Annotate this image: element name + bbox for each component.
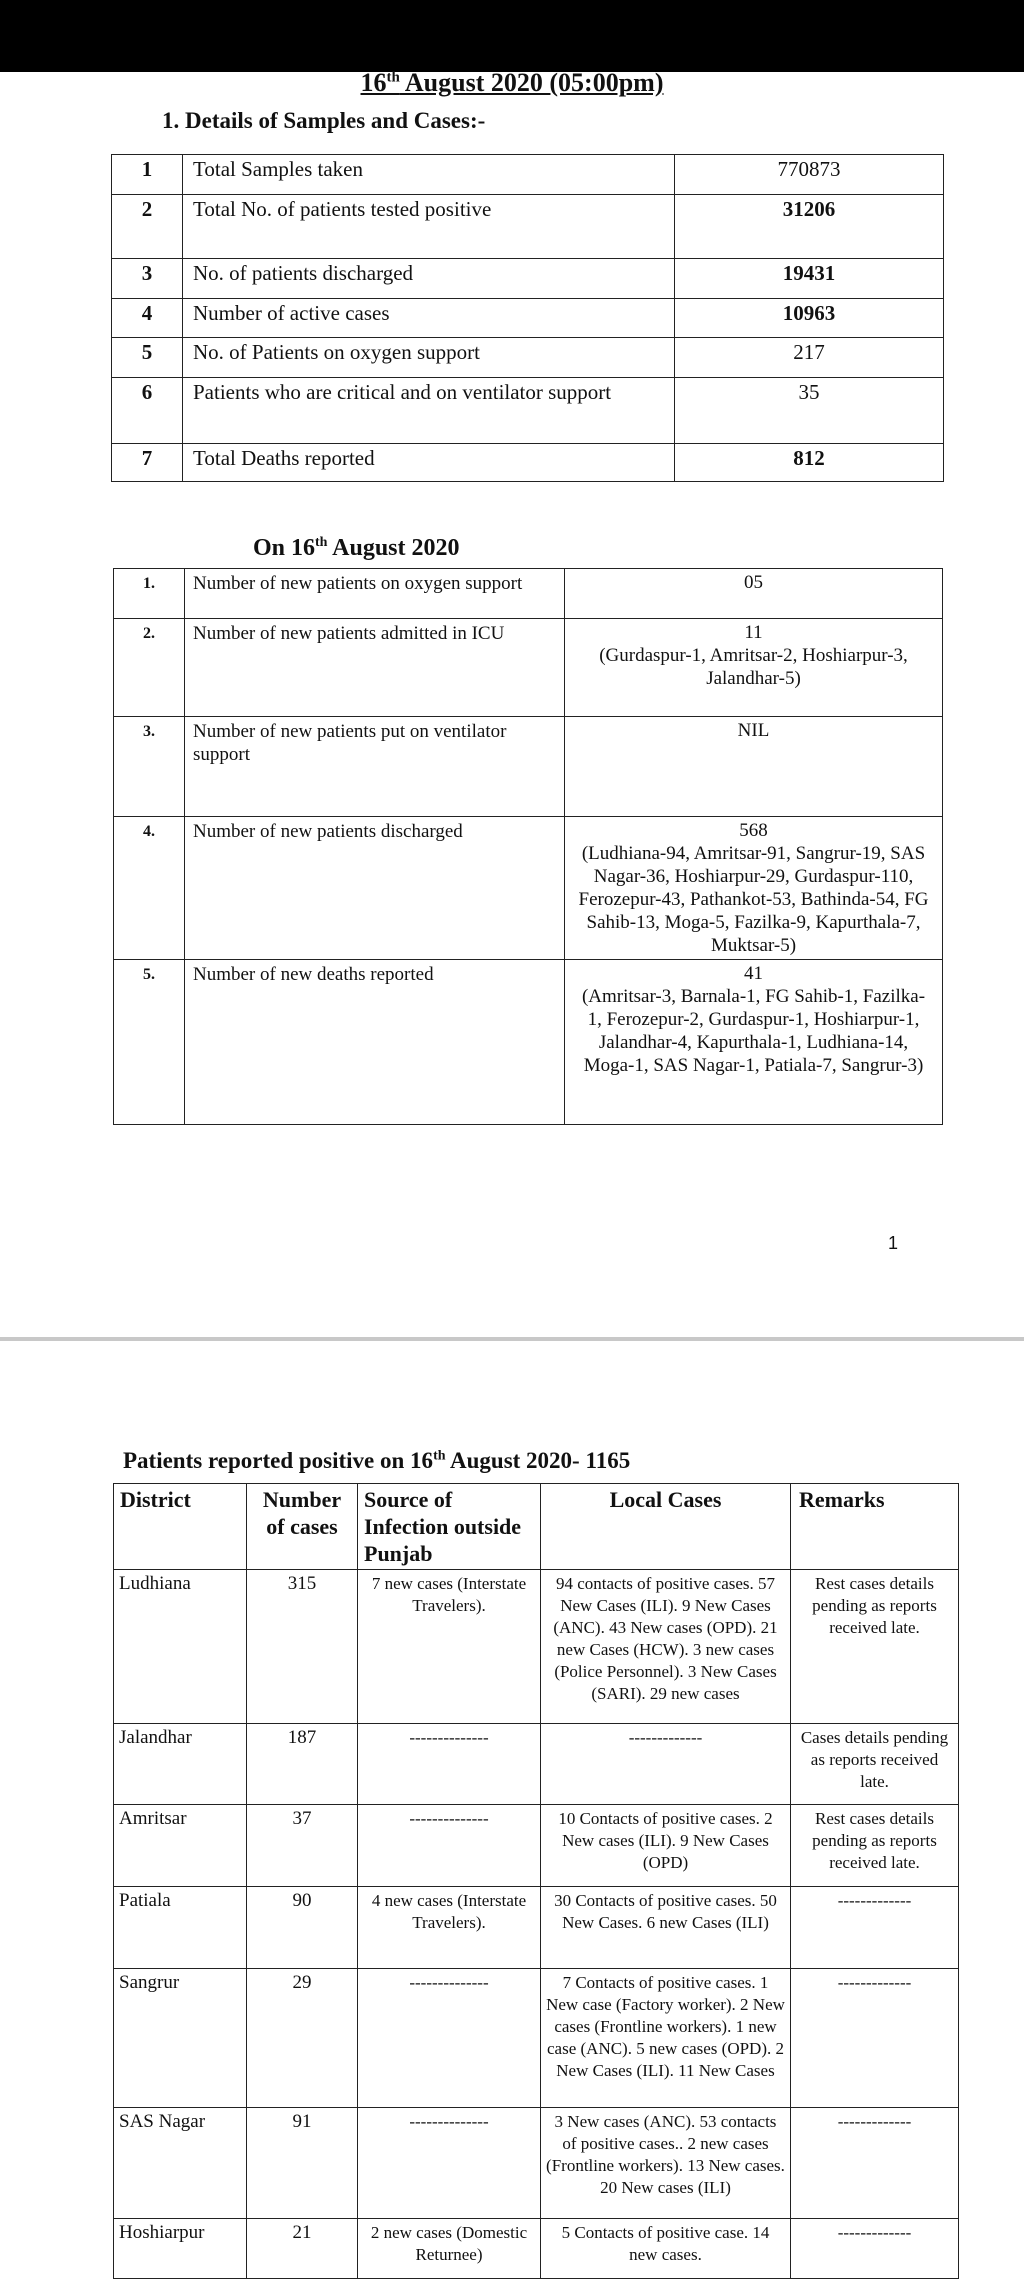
table-row bbox=[114, 1724, 959, 1805]
row-value: 770873 bbox=[675, 155, 944, 195]
cases-cell: 91 bbox=[247, 2108, 358, 2219]
table-row bbox=[114, 2219, 959, 2279]
district-cell: Ludhiana bbox=[114, 1570, 247, 1724]
cases-cell: 21 bbox=[247, 2219, 358, 2279]
table-row bbox=[112, 155, 944, 195]
remarks-cell: ------------- bbox=[791, 2219, 959, 2279]
header-local: Local Cases bbox=[541, 1484, 791, 1570]
table-header-row bbox=[114, 1484, 959, 1570]
header-number: Number of cases bbox=[247, 1484, 358, 1570]
row-label: Number of new patients admitted in ICU bbox=[185, 619, 565, 717]
cases-cell: 90 bbox=[247, 1887, 358, 1969]
district-cell: Amritsar bbox=[114, 1805, 247, 1887]
row-number: 6 bbox=[112, 378, 183, 444]
table-row bbox=[114, 619, 943, 717]
table-row bbox=[112, 338, 944, 378]
local-cell: 30 Contacts of positive cases. 50 New Cases. 6 new Cases (ILI) bbox=[541, 1887, 791, 1969]
source-cell: 7 new cases (Interstate Travelers). bbox=[358, 1570, 541, 1724]
row-value: 10963 bbox=[675, 299, 944, 338]
local-cell: 94 contacts of positive cases. 57 New Cases (ILI). 9 New Cases (ANC). 43 New cases (OPD). 21 new Cases (HCW). 3 new cases (Police Personnel). 3 New Cases (SARI). 29 new cases bbox=[541, 1570, 791, 1724]
row-value: 31206 bbox=[675, 195, 944, 259]
row-number: 3. bbox=[114, 717, 185, 817]
row-label: Number of new patients put on ventilator support bbox=[185, 717, 565, 817]
row-number: 1 bbox=[112, 155, 183, 195]
source-cell: -------------- bbox=[358, 2108, 541, 2219]
table-row bbox=[112, 299, 944, 338]
row-label: No. of Patients on oxygen support bbox=[183, 338, 675, 378]
row-label: Patients who are critical and on ventilator support bbox=[183, 378, 675, 444]
row-value: 35 bbox=[675, 378, 944, 444]
source-cell: 4 new cases (Interstate Travelers). bbox=[358, 1887, 541, 1969]
summary-table bbox=[111, 154, 944, 482]
table-row bbox=[114, 1969, 959, 2108]
row-number: 5. bbox=[114, 960, 185, 1125]
daily-title: On 16th August 2020 bbox=[253, 535, 460, 561]
row-label: Number of new patients on oxygen support bbox=[185, 569, 565, 619]
remarks-cell: Cases details pending as reports received late. bbox=[791, 1724, 959, 1805]
row-label: Number of new patients discharged bbox=[185, 817, 565, 960]
row-label: No. of patients discharged bbox=[183, 259, 675, 299]
row-value: 05 bbox=[565, 569, 943, 619]
cases-cell: 29 bbox=[247, 1969, 358, 2108]
row-number: 2 bbox=[112, 195, 183, 259]
header-source: Source of Infection outside Punjab bbox=[358, 1484, 541, 1570]
remarks-cell: ------------- bbox=[791, 2108, 959, 2219]
row-number: 4. bbox=[114, 817, 185, 960]
local-cell: 5 Contacts of positive case. 14 new cases. bbox=[541, 2219, 791, 2279]
source-cell: 2 new cases (Domestic Returnee) bbox=[358, 2219, 541, 2279]
row-value: 568 (Ludhiana-94, Amritsar-91, Sangrur-19, SAS Nagar-36, Hoshiarpur-29, Gurdaspur-110, Ferozepur-43, Pathankot-53, Bathinda-54, FG Sahib-13, Moga-5, Fazilka-9, Kapurthala-7, Muktsar-5) bbox=[565, 817, 943, 960]
row-label: Total Deaths reported bbox=[183, 444, 675, 482]
table-row bbox=[114, 2108, 959, 2219]
row-label: Total No. of patients tested positive bbox=[183, 195, 675, 259]
row-number: 3 bbox=[112, 259, 183, 299]
table-row bbox=[114, 1570, 959, 1724]
section-title: 1. Details of Samples and Cases:- bbox=[162, 108, 486, 133]
district-cell: Sangrur bbox=[114, 1969, 247, 2108]
cases-cell: 37 bbox=[247, 1805, 358, 1887]
header-remarks: Remarks bbox=[791, 1484, 959, 1570]
table-row bbox=[112, 259, 944, 299]
table-row bbox=[112, 195, 944, 259]
row-value: 217 bbox=[675, 338, 944, 378]
district-cell: SAS Nagar bbox=[114, 2108, 247, 2219]
table-row bbox=[114, 817, 943, 960]
table-row bbox=[114, 1805, 959, 1887]
page-number: 1 bbox=[888, 1233, 899, 1253]
row-label: Number of active cases bbox=[183, 299, 675, 338]
source-cell: -------------- bbox=[358, 1969, 541, 2108]
row-value: NIL bbox=[565, 717, 943, 817]
local-cell: ------------- bbox=[541, 1724, 791, 1805]
table-row bbox=[114, 1887, 959, 1969]
district-cell: Hoshiarpur bbox=[114, 2219, 247, 2279]
remarks-cell: Rest cases details pending as reports received late. bbox=[791, 1805, 959, 1887]
remarks-cell: ------------- bbox=[791, 1887, 959, 1969]
cases-cell: 187 bbox=[247, 1724, 358, 1805]
cases-cell: 315 bbox=[247, 1570, 358, 1724]
district-cell: Jalandhar bbox=[114, 1724, 247, 1805]
row-detail: (Amritsar-3, Barnala-1, FG Sahib-1, Fazilka-1, Ferozepur-2, Gurdaspur-1, Hoshiarpur-1, Jalandhar-4, Kapurthala-1, Ludhiana-14, Moga-1, SAS Nagar-1, Patiala-7, Sangrur-3) bbox=[581, 986, 926, 1076]
row-detail: (Gurdaspur-1, Amritsar-2, Hoshiarpur-3, Jalandhar-5) bbox=[599, 645, 908, 689]
row-number: 5 bbox=[112, 338, 183, 378]
row-value: 11 (Gurdaspur-1, Amritsar-2, Hoshiarpur-3, Jalandhar-5) bbox=[565, 619, 943, 717]
table-row bbox=[112, 378, 944, 444]
row-detail: (Ludhiana-94, Amritsar-91, Sangrur-19, SAS Nagar-36, Hoshiarpur-29, Gurdaspur-110, Ferozepur-43, Pathankot-53, Bathinda-54, FG Sahib-13, Moga-5, Fazilka-9, Kapurthala-7, Muktsar-5) bbox=[578, 843, 929, 956]
table-row bbox=[114, 569, 943, 619]
row-number: 4 bbox=[112, 299, 183, 338]
row-value: 812 bbox=[675, 444, 944, 482]
table-row bbox=[114, 960, 943, 1125]
source-cell: -------------- bbox=[358, 1805, 541, 1887]
row-label: Total Samples taken bbox=[183, 155, 675, 195]
row-value: 41 (Amritsar-3, Barnala-1, FG Sahib-1, Fazilka-1, Ferozepur-2, Gurdaspur-1, Hoshiarpur-1, Jalandhar-4, Kapurthala-1, Ludhiana-14, Moga-1, SAS Nagar-1, Patiala-7, Sangrur-3) bbox=[565, 960, 943, 1125]
page-divider bbox=[0, 1337, 1024, 1341]
row-number: 2. bbox=[114, 619, 185, 717]
daily-table bbox=[113, 568, 943, 1125]
row-value: 19431 bbox=[675, 259, 944, 299]
row-number: 7 bbox=[112, 444, 183, 482]
header-district: District bbox=[114, 1484, 247, 1570]
table-row bbox=[114, 717, 943, 817]
district-cell: Patiala bbox=[114, 1887, 247, 1969]
positive-cases-title: Patients reported positive on 16th August 2020- 1165 bbox=[123, 1448, 631, 1473]
row-number: 1. bbox=[114, 569, 185, 619]
remarks-cell: ------------- bbox=[791, 1969, 959, 2108]
top-black-bar bbox=[0, 0, 1024, 72]
table-row bbox=[112, 444, 944, 482]
report-title: 16th August 2020 (05:00pm) bbox=[360, 68, 664, 97]
local-cell: 7 Contacts of positive cases. 1 New case (Factory worker). 2 New cases (Frontline workers). 1 new case (ANC). 5 new cases (OPD). 2 New Cases (ILI). 11 New Cases bbox=[541, 1969, 791, 2108]
source-cell: -------------- bbox=[358, 1724, 541, 1805]
remarks-cell: Rest cases details pending as reports received late. bbox=[791, 1570, 959, 1724]
local-cell: 10 Contacts of positive cases. 2 New cases (ILI). 9 New Cases (OPD) bbox=[541, 1805, 791, 1887]
local-cell: 3 New cases (ANC). 53 contacts of positive cases.. 2 new cases (Frontline workers). 13 New cases. 20 New cases (ILI) bbox=[541, 2108, 791, 2219]
district-cases-table bbox=[113, 1483, 959, 2279]
row-label: Number of new deaths reported bbox=[185, 960, 565, 1125]
